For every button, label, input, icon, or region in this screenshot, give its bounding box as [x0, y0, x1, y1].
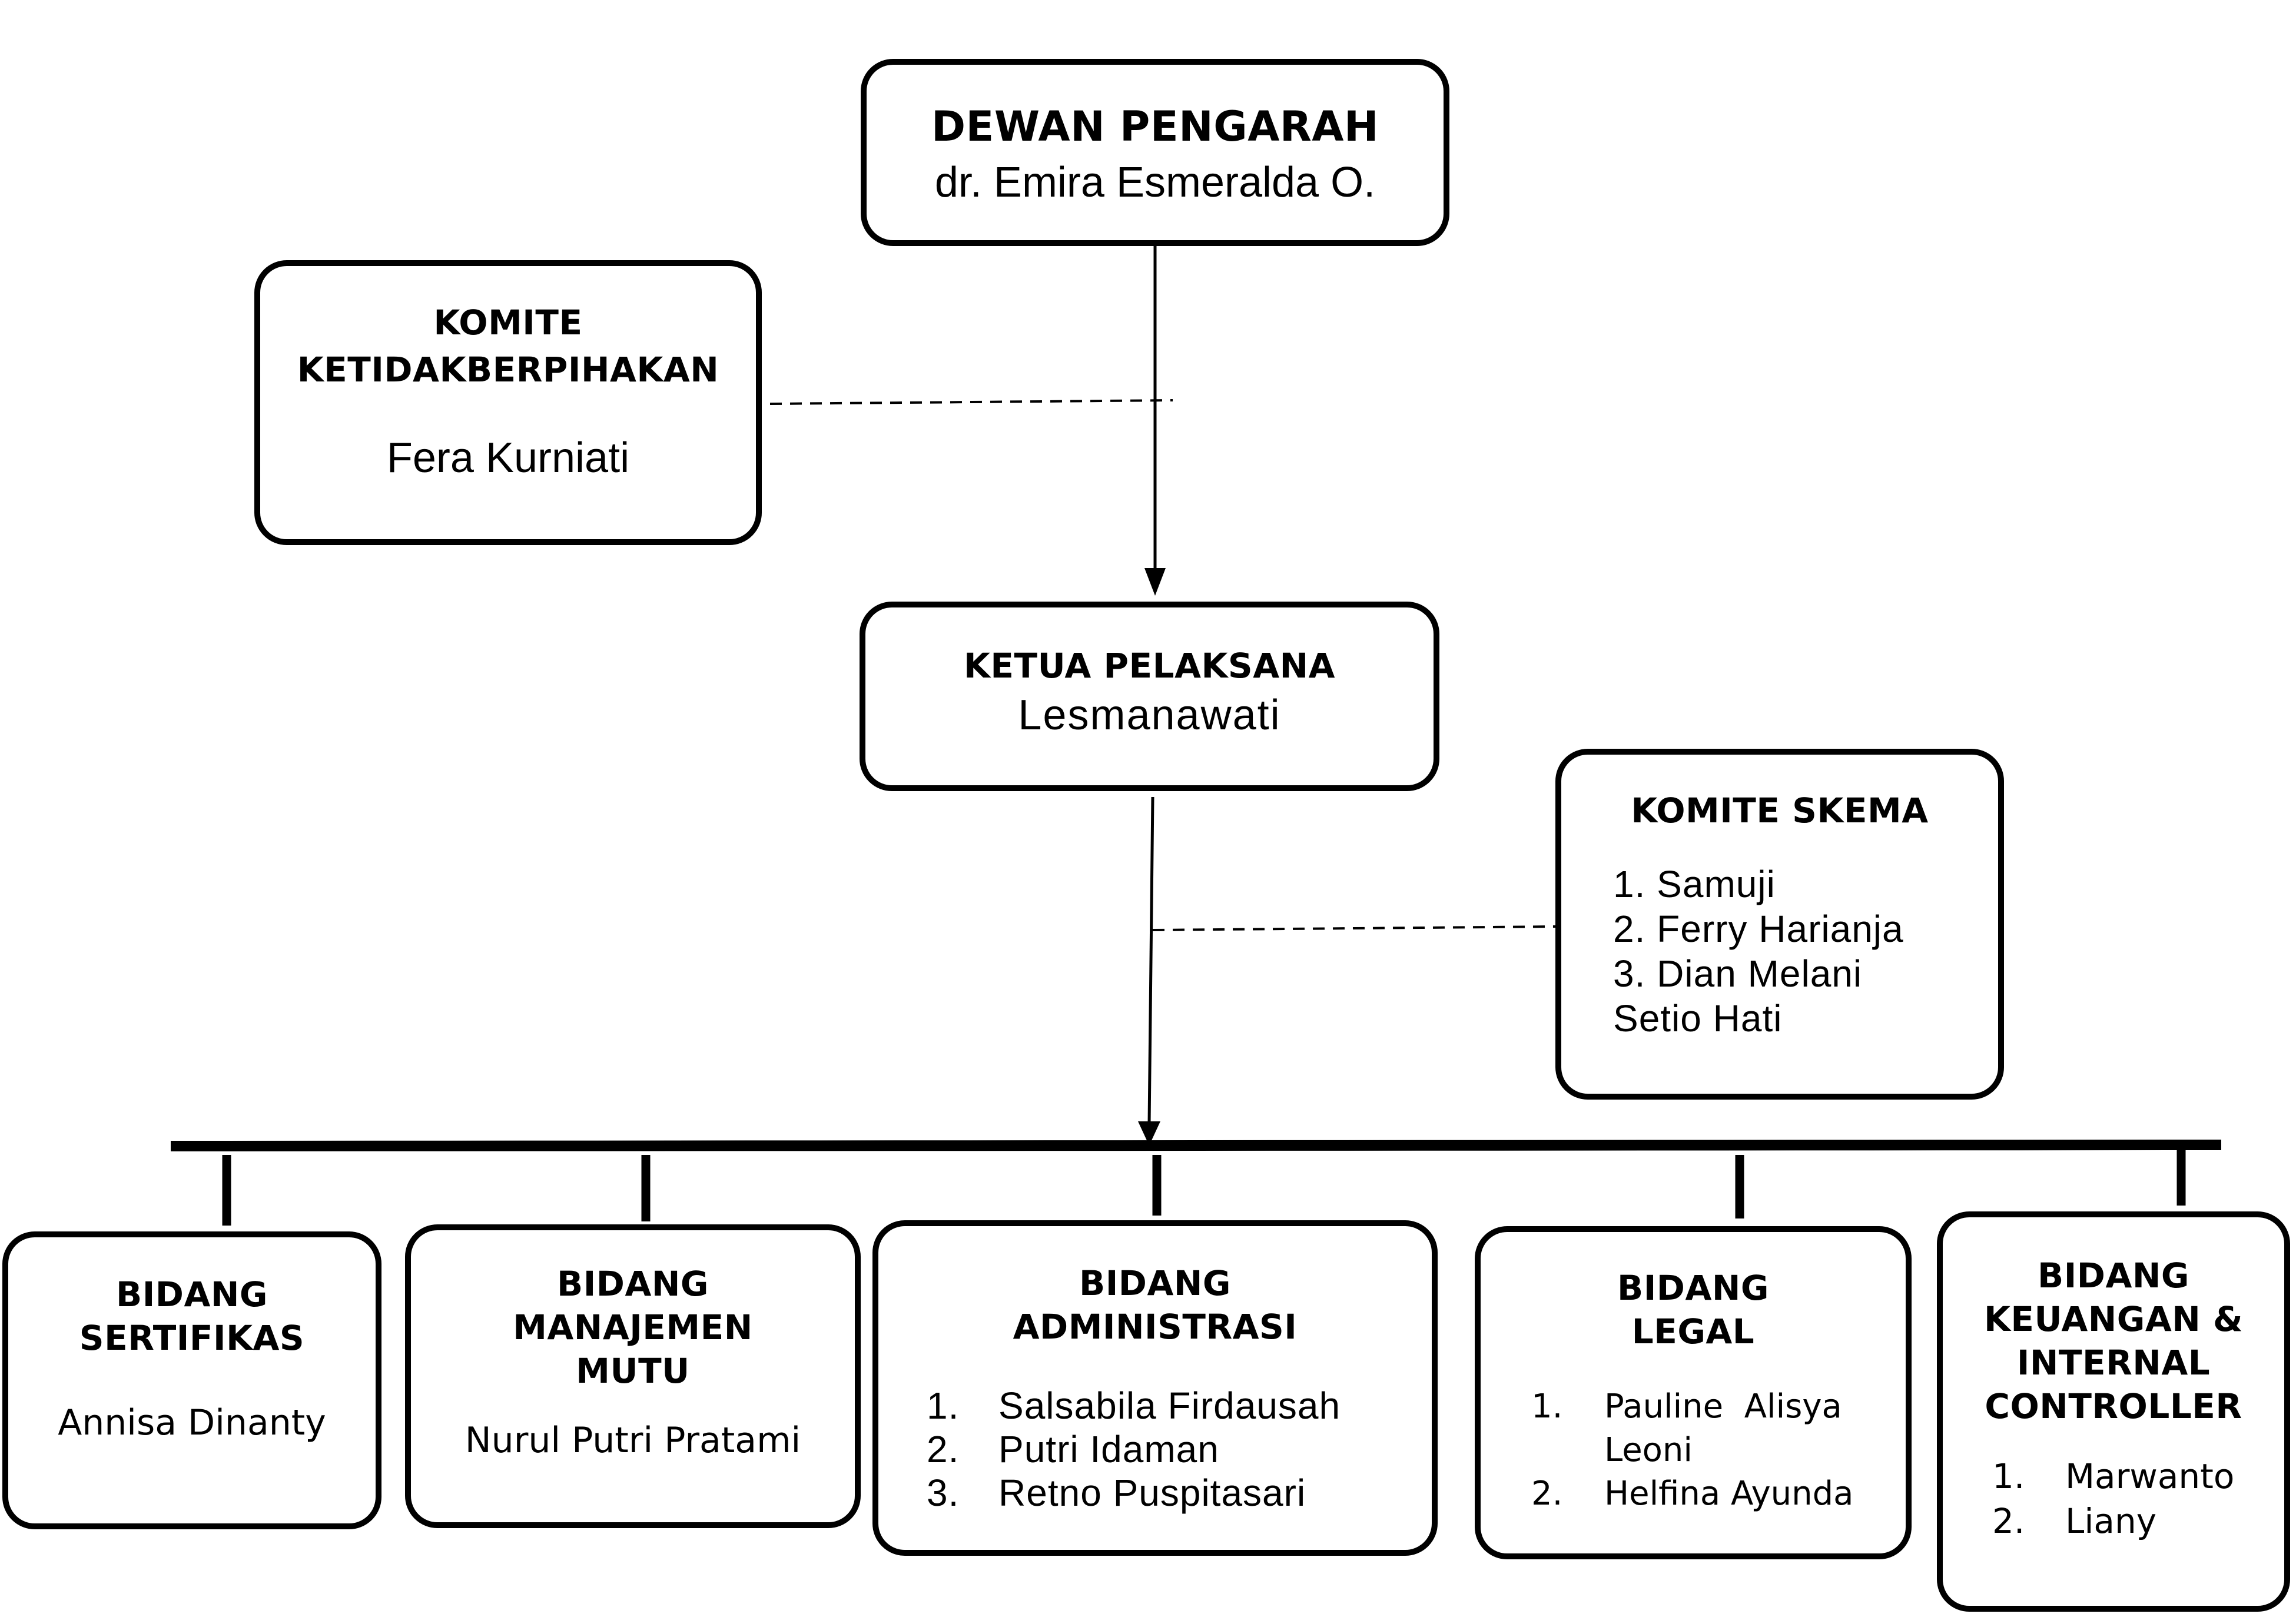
list-number: 2.	[1531, 1475, 1563, 1513]
list-number: 2.	[927, 1428, 960, 1470]
member-name-continued: Leoni	[1604, 1431, 1693, 1469]
bidang-keuangan-members	[1943, 1454, 2284, 1543]
arrowhead-ketua	[1144, 568, 1166, 596]
box-bidang-legal	[1475, 1226, 1912, 1559]
bidang-sertifikas-title-line1: BIDANG	[116, 1274, 268, 1314]
bidang-legal-title-line2: LEGAL	[1631, 1311, 1755, 1352]
member-name: Retno Puspitasari	[998, 1472, 1306, 1514]
komite-skema-member-4: Setio Hati	[1613, 997, 1783, 1040]
bidang-manajemen-mutu-title-line1: BIDANG	[557, 1264, 709, 1304]
member-name: Liany	[2065, 1501, 2157, 1541]
list-item	[927, 1471, 1432, 1515]
bidang-legal-title-line1: BIDANG	[1617, 1268, 1769, 1308]
member-name: Salsabila Firdausah	[998, 1384, 1341, 1427]
komite-skema-member-1: 1. Samuji	[1613, 863, 1776, 905]
bidang-keuangan-title-line1: BIDANG	[2038, 1256, 2189, 1296]
list-number: 1.	[1531, 1387, 1563, 1426]
line-ketua-to-bus	[1149, 797, 1153, 1124]
list-item	[1531, 1385, 1906, 1429]
member-name: Helfina Ayunda	[1604, 1475, 1854, 1513]
list-item	[1992, 1454, 2284, 1499]
dewan-pengarah-name: dr. Emira Esmeralda O.	[934, 159, 1376, 206]
list-number: 3.	[927, 1472, 960, 1514]
komite-skema-member-3: 3. Dian Melani	[1613, 952, 1863, 995]
box-bidang-manajemen-mutu	[405, 1224, 861, 1528]
list-item	[1992, 1499, 2284, 1543]
bidang-keuangan-title-line3: INTERNAL	[2016, 1343, 2211, 1383]
member-name: Pauline Alisya	[1604, 1387, 1842, 1426]
komite-ketidakberpihakan-name: Fera Kurniati	[386, 434, 630, 482]
bidang-keuangan-title-line4: CONTROLLER	[1985, 1386, 2242, 1426]
dashed-line-komite-skema	[1153, 927, 1557, 930]
bidang-sertifikas-name: Annisa Dinanty	[58, 1402, 326, 1443]
box-dewan-pengarah	[861, 59, 1449, 246]
bidang-administrasi-members	[878, 1384, 1432, 1515]
box-bidang-keuangan	[1937, 1211, 2290, 1612]
bidang-keuangan-title-line2: KEUANGAN &	[1983, 1299, 2244, 1339]
box-bidang-sertifikas	[2, 1231, 381, 1529]
bidang-manajemen-mutu-title-line2: MANAJEMEN	[513, 1307, 753, 1347]
list-item-continuation	[1531, 1429, 1906, 1472]
dewan-pengarah-title: DEWAN PENGARAH	[931, 102, 1379, 151]
list-number: 1.	[1992, 1456, 2025, 1496]
komite-skema-member-2: 2. Ferry Harianja	[1613, 908, 1904, 950]
ketua-pelaksana-title: KETUA PELAKSANA	[963, 646, 1336, 686]
bidang-manajemen-mutu-title-line3: MUTU	[576, 1351, 690, 1391]
bidang-manajemen-mutu-name: Nurul Putri Pratami	[464, 1420, 801, 1461]
komite-ketidakberpihakan-title-line2: KETIDAKBERPIHAKAN	[297, 350, 719, 390]
komite-ketidakberpihakan-title-line1: KOMITE	[433, 303, 583, 343]
horizontal-bus	[171, 1145, 2221, 1146]
bidang-administrasi-title-line1: BIDANG	[1079, 1263, 1231, 1303]
bidang-administrasi-title-line2: ADMINISTRASI	[1013, 1307, 1298, 1347]
bidang-legal-members	[1481, 1385, 1906, 1516]
box-komite-ketidakberpihakan	[254, 260, 762, 545]
list-item	[1531, 1472, 1906, 1516]
box-bidang-administrasi	[872, 1220, 1438, 1556]
list-item	[927, 1384, 1432, 1427]
member-name: Putri Idaman	[998, 1428, 1219, 1470]
dashed-line-komite-ketidakberpihakan	[770, 400, 1173, 404]
ketua-pelaksana-name: Lesmanawati	[1018, 692, 1281, 739]
bidang-sertifikas-title-line2: SERTIFIKAS	[79, 1318, 305, 1358]
list-number: 2.	[1992, 1501, 2025, 1541]
komite-skema-title: KOMITE SKEMA	[1631, 791, 1929, 831]
box-ketua-pelaksana	[860, 602, 1439, 791]
list-number: 1.	[927, 1384, 960, 1427]
member-name: Marwanto	[2065, 1456, 2235, 1496]
list-item	[927, 1427, 1432, 1471]
komite-skema-members	[1561, 862, 1998, 1041]
box-komite-skema	[1555, 749, 2004, 1100]
